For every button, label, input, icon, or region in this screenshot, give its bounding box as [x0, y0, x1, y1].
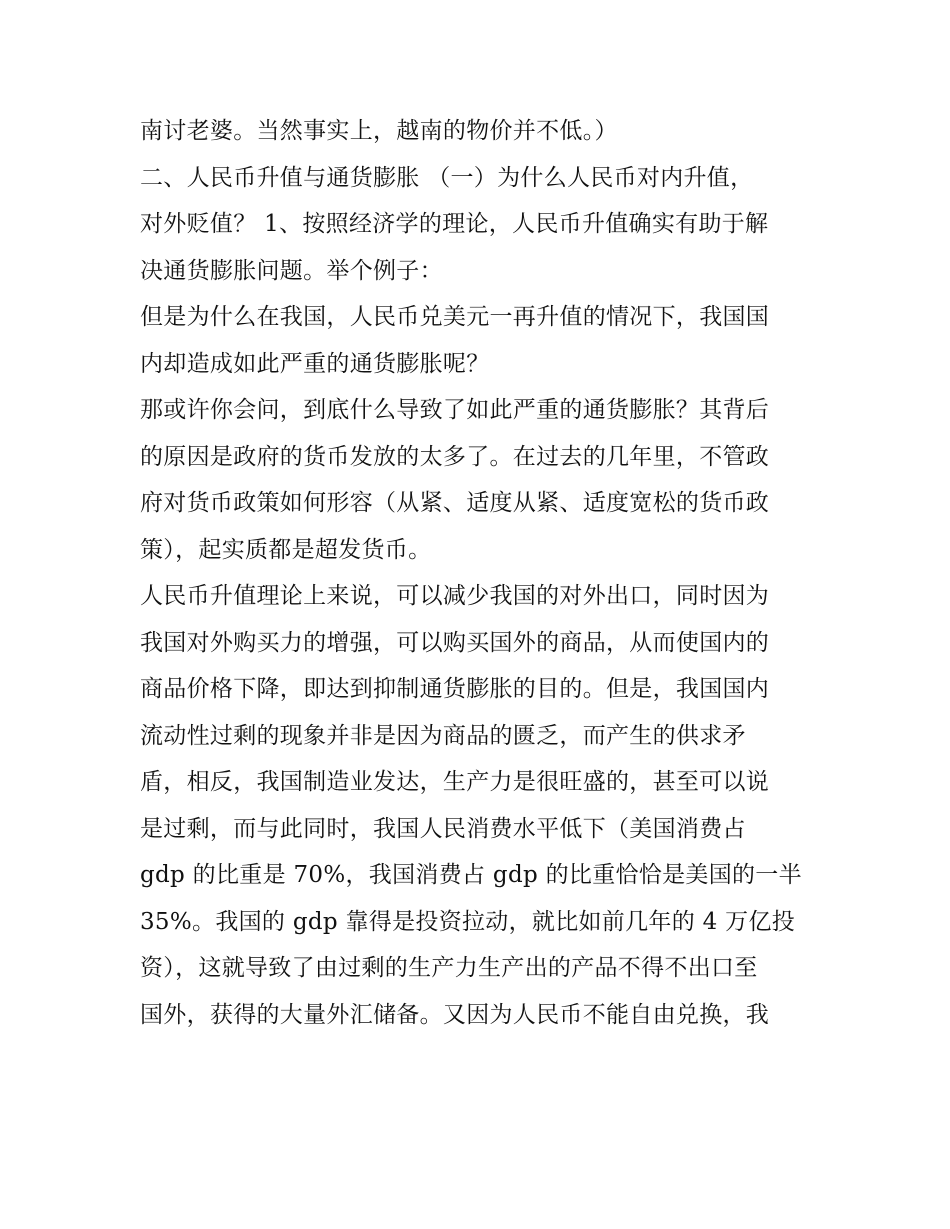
- text-line: 二、人民币升值与通货膨胀 （一）为什么人民币对内升值，: [140, 164, 754, 191]
- text-line: 国外，获得的大量外汇储备。又因为人民币不能自由兑换，我: [140, 1001, 770, 1028]
- text-line: 那或许你会问，到底什么导致了如此严重的通货膨胀？其背后: [140, 397, 770, 423]
- text-line: 决通货膨胀问题。举个例子：: [140, 257, 443, 284]
- text-line: 的原因是政府的货币发放的太多了。在过去的几年里，不管政: [140, 443, 770, 470]
- document-body-text: [140, 108, 820, 1038]
- text-line: 流动性过剩的现象并非是因为商品的匮乏，而产生的供求矛: [140, 722, 746, 749]
- text-line: 对外贬值？ 1、按照经济学的理论，人民币升值确实有助于解: [140, 211, 769, 237]
- text-line: 南讨老婆。当然事实上，越南的物价并不低。）: [140, 118, 618, 144]
- text-line: 盾，相反，我国制造业发达，生产力是很旺盛的，甚至可以说: [140, 769, 770, 795]
- text-line: 资），这就导致了由过剩的生产力生产出的产品不得不出口至: [140, 955, 758, 981]
- text-line: 35%。我国的 gdp 靠得是投资拉动，就比如前几年的 4 万亿投: [140, 908, 796, 935]
- text-line: 内却造成如此严重的通货膨胀呢？: [140, 350, 490, 377]
- text-line: 府对货币政策如何形容（从紧、适度从紧、适度宽松的货币政: [140, 490, 770, 516]
- text-line: 我国对外购买力的增强，可以购买国外的商品，从而使国内的: [140, 629, 770, 656]
- text-line: gdp 的比重是 70%，我国消费占 gdp 的比重恰恰是美国的一半: [140, 862, 802, 888]
- text-line: 商品价格下降，即达到抑制通货膨胀的目的。但是，我国国内: [140, 676, 770, 702]
- text-line: 人民币升值理论上来说，可以减少我国的对外出口，同时因为: [140, 583, 770, 609]
- text-line: 但是为什么在我国，人民币兑美元一再升值的情况下，我国国: [140, 304, 770, 330]
- text-line: 策），起实质都是超发货币。: [140, 536, 432, 563]
- text-line: 是过剩，而与此同时，我国人民消费水平低下（美国消费占: [140, 815, 746, 842]
